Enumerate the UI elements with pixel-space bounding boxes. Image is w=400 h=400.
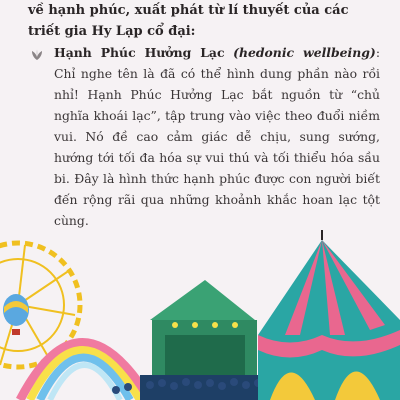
hot-air-balloon bbox=[3, 294, 29, 335]
bullet-hedonic bbox=[30, 42, 380, 231]
bullet-english-term: (hedonic wellbeing) bbox=[233, 45, 376, 60]
bullet-term: Hạnh Phúc Hưởng Lạc bbox=[54, 45, 225, 60]
rainbow bbox=[20, 343, 150, 400]
lotus-icon bbox=[30, 48, 44, 62]
festival-illustration bbox=[0, 225, 400, 400]
bullet-paragraph bbox=[54, 42, 380, 231]
bullet-body: : Chỉ nghe tên là đã có thể hình dung phần nào rồi nhỉ! Hạnh Phúc Hưởng Lạc bắt nguồn từ “chủ nghĩa khoái lạc”, tập trung vào việc theo đuổi niềm vui. Nó đề cao cảm giác dễ chịu, sung sướng, hướng tới tối đa hóa sự vui thú và tối thiểu hóa sầu bi. Đây là hình thức hạnh phúc được con người biết đến rộng rãi qua những khoảnh khắc hoan lạc tột cùng. bbox=[54, 45, 380, 228]
intro-text: về hạnh phúc, xuất phát từ lí thuyết của các triết gia Hy Lạp cổ đại: bbox=[28, 3, 349, 39]
circus-tent bbox=[258, 230, 400, 400]
